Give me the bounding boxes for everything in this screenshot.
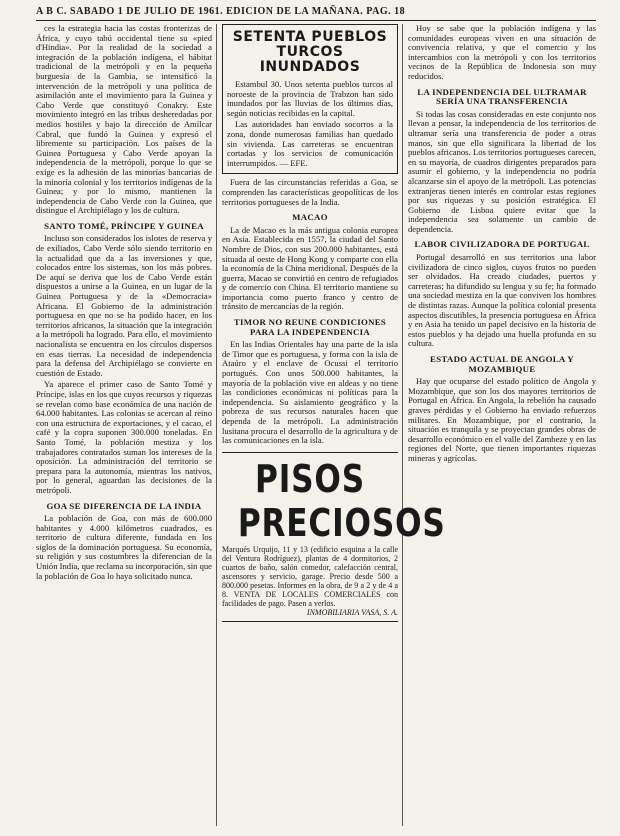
- subheading-angola-mozambique: ESTADO ACTUAL DE ANGOLA Y MOZAMBIQUE: [430, 354, 574, 374]
- subheading-goa: GOA SE DIFERENCIA DE LA INDIA: [46, 500, 202, 511]
- subheading-timor: TIMOR NO REUNE CONDICIONES PARA LA INDEPENDENCIA: [233, 317, 387, 337]
- news-paragraph: Estambul 30. Unos setenta pueblos turcos al noroeste de la provincia de Trabzon han sido inundados por las lluvias de los últimos días, según noticias recibidas en la capital.: [227, 79, 393, 118]
- article-paragraph: Portugal desarrolló en sus territorios una labor civilizadora de cinco siglos, cuyos frutos no pueden ser olvidados. Ha creado ciudades, puertos y carreteras; ha difundido su lengua y su fe; ha formado una sociedad mestiza en la que conviven los hombres de distintas razas. Aunque la política colonial presenta aspectos discutibles, la presencia portuguesa en África y en Asia ha tenido un papel decisivo en la historia de estos pueblos y ha dejado una huella profunda en su cultura.: [408, 252, 596, 349]
- column-divider: [402, 24, 403, 826]
- column-divider: [216, 24, 217, 826]
- column-3: [408, 24, 596, 826]
- article-paragraph: Hay que ocuparse del estado político de Angola y Mozambique, que son los dos mayores territorios de Portugal en África. En Angola, la rebelión ha causado graves pérdidas y el Gobierno ha enviado refuerzos militares. En Mozambique, por el contrario, la situación es tranquila y se proyectan grandes obras de desarrollo económico en el valle del Zambeze y en las regiones del Norte, que tienen importantes riquezas mineras y agrícolas.: [408, 376, 596, 463]
- page-header: A B C. SABADO 1 DE JULIO DE 1961. EDICION DE LA MAÑANA. PAG. 18: [36, 4, 596, 21]
- subheading-civilizing-labor: LABOR CIVILIZADORA DE PORTUGAL: [414, 239, 590, 250]
- real-estate-ad: [222, 452, 446, 623]
- article-paragraph: Ya aparece el primer caso de Santo Tomé y Príncipe, islas en los que cuyos recursos y riquezas se revelan como base económica de una nación de 64.000 habitantes. Las colonias se acercan al reino con una estructura de exportaciones, y el cacao, el café y la copra suponen 300.000 toneladas. En Santo Tomé, la población mestiza y los trabajadores contratados suman los intereses de la oposición. La administración del territorio se prepara para la autonomía, mientras los nativos, por lo general, aguardan las decisiones de la metrópoli.: [36, 379, 212, 495]
- column-1: [36, 24, 212, 826]
- ad-body: Marqués Urquijo, 11 y 13 (edificio esquina a la calle del Ventura Rodríguez), plantas de 4 dormitorios, 2 cuartos de baño, salón comedor, calefacción central, ascensores y servicio, garage. Precio desde 500 a 800.000 pesetas. Informes en la obra, de 9 a 2 y de 4 a 8. VENTA DE LOCALES COMERCIALES con facilidades de pago. Pasen a verlos.: [222, 544, 398, 608]
- headline-turkish-floods: SETENTA PUEBLOS TURCOS INUNDADOS: [232, 29, 388, 75]
- article-paragraph: La de Macao es la más antigua colonia europea en Asia. Establecida en 1557, la ciudad del Santo Nombre de Dios, con sus 200.000 habitantes, está situada al oeste de Hong Kong y comparte con ella la economía de la China meridional. Después de la guerra, Macao se convirtió en centro de refugiados y de comercio con China. El territorio mantiene su importancia como puerto franco y centro de tránsito de mercancías de la región.: [222, 224, 398, 312]
- article-paragraph: En las Indias Orientales hay una parte de la isla de Timor que es portuguesa, y forma con la isla de Ataúro y el enclave de Ocussi el territorio portugués. Con unos 500.000 habitantes, la mayoría de la población vive en aldeas y no tiene las condiciones económicas ni políticas para la independencia. Su aislamiento geográfico y la pobreza de sus recursos naturales hacen que dependa de la metrópoli. La administración lusitana procura el desarrollo de la agricultura y de las comunicaciones en la isla.: [222, 339, 398, 446]
- article-paragraph: Si todas las cosas consideradas en este conjunto nos llevan a pensar, la independencia de los territorios de ultramar sería una transferencia de poder a otras manos, sin que ello significara la libertad de los pueblos africanos. Los territorios portugueses carecen, en su mayoría, de cuadros dirigentes preparados para asumir el gobierno, y la independencia no podría alcanzarse sin el apoyo de la metrópoli. Las potencias extranjeras tienen interés en controlar estas regiones por sus riquezas y su posición estratégica. El Gobierno de Lisboa quiere evitar que la independencia sea solamente un cambio de dependencia.: [408, 108, 596, 234]
- subheading-santo-tome: SANTO TOMÉ, PRÍNCIPE Y GUINEA: [44, 220, 204, 231]
- column-2: [222, 24, 446, 826]
- subheading-macao: MACAO: [292, 212, 328, 223]
- news-paragraph: Las autoridades han enviado socorros a la zona, donde numerosas familias han quedado sin vivienda. Las carreteras se encuentran cortadas y los servicios de comunicación interrumpidos. — EFE.: [227, 119, 393, 168]
- article-paragraph: Hoy se sabe que la población indígena y las comunidades europeas viven en una situación de convivencia relativa, y que el comercio y los intercambios con la metrópoli y con los territorios vecinos de la República de Indonesia son muy reducidos.: [408, 23, 596, 81]
- article-paragraph: La población de Goa, con más de 600.000 habitantes y 4.000 kilómetros cuadrados, es territorio de cultura diferente, fundada en los siglos de la dominación portuguesa. Su economía, su religión y sus costumbres la diferencian de la Unión India, que reclama su incorporación, sin que la población de Goa lo haya solicitado nunca.: [36, 513, 212, 581]
- article-paragraph: ces la estrategia hacia las costas fronterizas de África, y cuyo tabú occidental tiene su «pied d'Hindia». Por la realidad de la sociedad a integración de la población indígena, el hábitat tradicional de la metrópoli y en la pequeña burguesía de la Gambia, se intensificó la intervención de la metrópoli y una política de asimilación ante el movimiento para la Guinea y Cabo Verde que constituyó Conakry. Este movimiento integró en las tribus desheredadas por medios hostiles y bajo la dirección de Amílcar Cabral, que fundó la Guinea y expresó el libremente su participación. Los países de la Guinea Portuguesa y Cabo Verde apoyan la independencia de la metrópoli, porque lo que se exige es la adhesión de las minorías bancarias de la minoría colonial y los territorios indígenas de la Guinea; y por lo mismo, mantienen la independencia de Cabo Verde con la Guinea, que distingue el Archipiélago y los de cultura.: [36, 23, 212, 216]
- ad-title: PISOS PRECIOSOS: [237, 456, 446, 545]
- article-paragraph: Incluso son considerados los islotes de reserva y de exiliados, Cabo Verde sólo siendo territorio en la actualidad que da a las inversiones y que, colocados entre los sistemas, son los más pobres. De aquí se deriva que los de Cabo Verde están dispuestos a unirse a la Guinea, en un lugar de la Guinea Portuguesa y de la «Democracia» Africana. El Gobierno de la administración portuguesa en que no se ha podido hacer, en los territorios africanos, la situación que la integración a la metrópoli ha logrado. Para ello, el movimiento nacionalista se encuentra en los círculos dispersos en esas tierras. La necesidad de independencia para la defensa del Archipiélago se convierte en cuestión de Estado.: [36, 233, 212, 378]
- article-paragraph: Fuera de las circunstancias referidas a Goa, se comprenden las características geopolíticas de los territorios portugueses de la India.: [222, 177, 398, 207]
- news-box: [222, 24, 398, 174]
- ad-signature: INMOBILIARIA VASA, S. A.: [306, 607, 398, 617]
- subheading-independence: LA INDEPENDENCIA DEL ULTRAMAR SERÍA UNA TRANSFERENCIA: [417, 86, 587, 107]
